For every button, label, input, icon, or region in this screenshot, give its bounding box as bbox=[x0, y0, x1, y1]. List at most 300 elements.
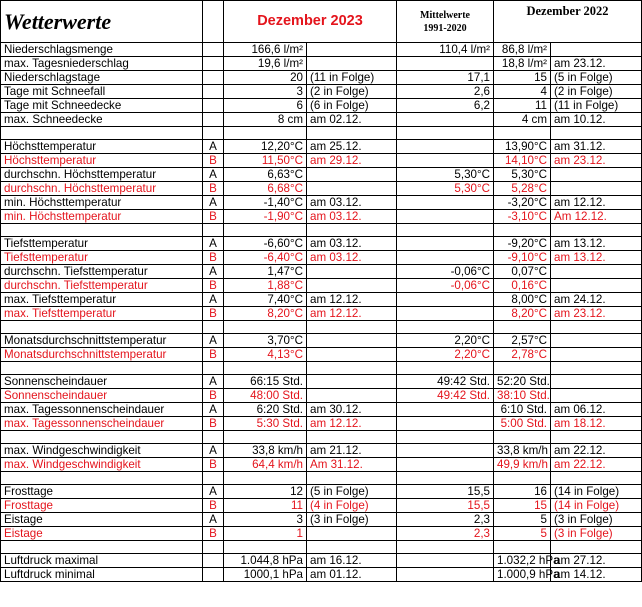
value-2022: 5:00 Std. bbox=[494, 417, 551, 431]
spacer-cell bbox=[307, 541, 397, 554]
date-2023 bbox=[307, 527, 397, 541]
date-2023: (2 in Folge) bbox=[307, 85, 397, 99]
date-2022: (5 in Folge) bbox=[551, 71, 642, 85]
spacer-cell bbox=[494, 431, 551, 444]
value-2022: 0,07°C bbox=[494, 265, 551, 279]
spacer-cell bbox=[397, 472, 494, 485]
value-2022: 8,00°C bbox=[494, 293, 551, 307]
value-2023: 1 bbox=[224, 527, 307, 541]
spacer-cell bbox=[203, 472, 224, 485]
spacer-cell bbox=[224, 224, 307, 237]
spacer-cell bbox=[397, 224, 494, 237]
station-variant: A bbox=[203, 196, 224, 210]
station-variant: B bbox=[203, 307, 224, 321]
spacer-cell bbox=[224, 127, 307, 140]
value-2023: 66:15 Std. bbox=[224, 375, 307, 389]
value-2023: 11 bbox=[224, 499, 307, 513]
station-variant: A bbox=[203, 485, 224, 499]
row-label: max. Windgeschwindigkeit bbox=[1, 444, 203, 458]
value-2022: 15 bbox=[494, 71, 551, 85]
table-row bbox=[1, 375, 642, 389]
spacer-cell bbox=[224, 431, 307, 444]
date-2022: (3 in Folge) bbox=[551, 527, 642, 541]
station-variant bbox=[203, 113, 224, 127]
row-label: Niederschlagsmenge bbox=[1, 43, 203, 57]
row-label: min. Höchsttemperatur bbox=[1, 210, 203, 224]
row-label: Luftdruck minimal bbox=[1, 568, 203, 582]
table-row bbox=[1, 251, 642, 265]
value-2022: 5 bbox=[494, 513, 551, 527]
value-2022: 4 cm bbox=[494, 113, 551, 127]
spacer-cell bbox=[307, 321, 397, 334]
date-2022: (14 in Folge) bbox=[551, 499, 642, 513]
value-average: 2,3 bbox=[397, 513, 494, 527]
spacer-cell bbox=[551, 321, 642, 334]
row-label: max. Tagessonnenscheindauer bbox=[1, 417, 203, 431]
date-2023: am 03.12. bbox=[307, 237, 397, 251]
date-2023 bbox=[307, 375, 397, 389]
spacer-cell bbox=[397, 431, 494, 444]
spacer-cell bbox=[203, 224, 224, 237]
row-label: Sonnenscheindauer bbox=[1, 389, 203, 403]
value-2022: 49,9 km/h bbox=[494, 458, 551, 472]
station-variant bbox=[203, 568, 224, 582]
date-2023 bbox=[307, 168, 397, 182]
table-row bbox=[1, 140, 642, 154]
value-2023: -1,40°C bbox=[224, 196, 307, 210]
spacer-row bbox=[1, 472, 642, 485]
station-variant: A bbox=[203, 444, 224, 458]
value-2022: 6:10 Std. bbox=[494, 403, 551, 417]
spacer-row bbox=[1, 362, 642, 375]
value-2022: 2,57°C bbox=[494, 334, 551, 348]
value-2022: -9,10°C bbox=[494, 251, 551, 265]
row-label: Höchsttemperatur bbox=[1, 140, 203, 154]
row-label: max. Tagesniederschlag bbox=[1, 57, 203, 71]
value-average bbox=[397, 237, 494, 251]
date-2022: am 13.12. bbox=[551, 237, 642, 251]
value-2023: 6 bbox=[224, 99, 307, 113]
date-2023: am 03.12. bbox=[307, 196, 397, 210]
spacer-cell bbox=[1, 321, 203, 334]
date-2022: am 22.12. bbox=[551, 458, 642, 472]
table-row bbox=[1, 527, 642, 541]
spacer-cell bbox=[397, 321, 494, 334]
spacer-cell bbox=[307, 431, 397, 444]
value-average bbox=[397, 444, 494, 458]
table-row bbox=[1, 348, 642, 362]
date-2023: am 12.12. bbox=[307, 417, 397, 431]
value-average: 15,5 bbox=[397, 499, 494, 513]
spacer-cell bbox=[1, 362, 203, 375]
spacer-row bbox=[1, 224, 642, 237]
table-row bbox=[1, 154, 642, 168]
table-row bbox=[1, 85, 642, 99]
value-2022: 1.000,9 hPa bbox=[494, 568, 551, 582]
table-row bbox=[1, 307, 642, 321]
station-variant: B bbox=[203, 499, 224, 513]
value-2022: 5,30°C bbox=[494, 168, 551, 182]
spacer-cell bbox=[224, 362, 307, 375]
value-average: 2,3 bbox=[397, 527, 494, 541]
spacer-cell bbox=[494, 224, 551, 237]
value-2023: 8,20°C bbox=[224, 307, 307, 321]
value-2023: 11,50°C bbox=[224, 154, 307, 168]
row-label: max. Tiefsttemperatur bbox=[1, 307, 203, 321]
table-row bbox=[1, 444, 642, 458]
date-2022 bbox=[551, 168, 642, 182]
value-2023: 4,13°C bbox=[224, 348, 307, 362]
date-2023: am 12.12. bbox=[307, 293, 397, 307]
row-label: Tiefsttemperatur bbox=[1, 251, 203, 265]
value-2023: 20 bbox=[224, 71, 307, 85]
row-label: Frosttage bbox=[1, 499, 203, 513]
station-variant: A bbox=[203, 403, 224, 417]
spacer-cell bbox=[397, 541, 494, 554]
spacer-row bbox=[1, 321, 642, 334]
value-2022: 14,10°C bbox=[494, 154, 551, 168]
value-average: 6,2 bbox=[397, 99, 494, 113]
spacer-cell bbox=[203, 127, 224, 140]
value-average bbox=[397, 568, 494, 582]
row-label: Monatsdurchschnittstemperatur bbox=[1, 334, 203, 348]
value-average bbox=[397, 196, 494, 210]
table-row bbox=[1, 403, 642, 417]
value-2022: 5 bbox=[494, 527, 551, 541]
station-variant: B bbox=[203, 458, 224, 472]
value-2022: 8,20°C bbox=[494, 307, 551, 321]
station-variant: A bbox=[203, 140, 224, 154]
table-row bbox=[1, 554, 642, 568]
header-average-line2: 1991-2020 bbox=[423, 22, 467, 34]
date-2022 bbox=[551, 389, 642, 403]
date-2023: am 25.12. bbox=[307, 140, 397, 154]
station-variant: A bbox=[203, 375, 224, 389]
row-label: max. Tiefsttemperatur bbox=[1, 293, 203, 307]
date-2023: (6 in Folge) bbox=[307, 99, 397, 113]
value-average: 110,4 l/m² bbox=[397, 43, 494, 57]
table-row bbox=[1, 485, 642, 499]
table-row bbox=[1, 568, 642, 582]
date-2022: (11 in Folge) bbox=[551, 99, 642, 113]
date-2023: am 03.12. bbox=[307, 251, 397, 265]
value-average bbox=[397, 293, 494, 307]
value-average bbox=[397, 251, 494, 265]
date-2022: am 23.12. bbox=[551, 154, 642, 168]
station-variant bbox=[203, 43, 224, 57]
spacer-cell bbox=[551, 127, 642, 140]
spacer-cell bbox=[307, 224, 397, 237]
value-2023: 64,4 km/h bbox=[224, 458, 307, 472]
value-average bbox=[397, 403, 494, 417]
date-2023: am 01.12. bbox=[307, 568, 397, 582]
date-2023 bbox=[307, 265, 397, 279]
station-variant: B bbox=[203, 279, 224, 293]
date-2023: (5 in Folge) bbox=[307, 485, 397, 499]
station-variant: B bbox=[203, 210, 224, 224]
spacer-cell bbox=[307, 472, 397, 485]
table-row bbox=[1, 458, 642, 472]
table-row bbox=[1, 43, 642, 57]
station-variant: A bbox=[203, 168, 224, 182]
value-2022: 33,8 km/h bbox=[494, 444, 551, 458]
date-2022: (3 in Folge) bbox=[551, 513, 642, 527]
value-average: 2,20°C bbox=[397, 348, 494, 362]
spacer-cell bbox=[224, 541, 307, 554]
value-2023: 6,63°C bbox=[224, 168, 307, 182]
value-average bbox=[397, 140, 494, 154]
row-label: Luftdruck maximal bbox=[1, 554, 203, 568]
value-2022: 1.032,2 hPa bbox=[494, 554, 551, 568]
spacer-cell bbox=[397, 127, 494, 140]
value-2022: 38:10 Std. bbox=[494, 389, 551, 403]
date-2023 bbox=[307, 43, 397, 57]
date-2022 bbox=[551, 334, 642, 348]
table-row bbox=[1, 334, 642, 348]
table-row bbox=[1, 279, 642, 293]
value-average: -0,06°C bbox=[397, 279, 494, 293]
spacer-cell bbox=[1, 472, 203, 485]
spacer-cell bbox=[494, 541, 551, 554]
date-2023 bbox=[307, 389, 397, 403]
header-variant-cell bbox=[203, 1, 224, 43]
table-row bbox=[1, 265, 642, 279]
value-2022: 0,16°C bbox=[494, 279, 551, 293]
station-variant: B bbox=[203, 417, 224, 431]
row-label: Tage mit Schneedecke bbox=[1, 99, 203, 113]
spacer-cell bbox=[203, 362, 224, 375]
row-label: min. Höchsttemperatur bbox=[1, 196, 203, 210]
station-variant: B bbox=[203, 348, 224, 362]
value-2023: 7,40°C bbox=[224, 293, 307, 307]
station-variant: B bbox=[203, 389, 224, 403]
date-2022: am 10.12. bbox=[551, 113, 642, 127]
spacer-row bbox=[1, 127, 642, 140]
spacer-cell bbox=[1, 127, 203, 140]
date-2022 bbox=[551, 265, 642, 279]
value-2022: 52:20 Std. bbox=[494, 375, 551, 389]
row-label: durchschn. Höchsttemperatur bbox=[1, 182, 203, 196]
date-2023: am 29.12. bbox=[307, 154, 397, 168]
spacer-cell bbox=[307, 362, 397, 375]
spacer-cell bbox=[551, 224, 642, 237]
date-2022 bbox=[551, 279, 642, 293]
value-2023: 1,88°C bbox=[224, 279, 307, 293]
spacer-cell bbox=[494, 127, 551, 140]
value-average bbox=[397, 554, 494, 568]
table-row bbox=[1, 182, 642, 196]
value-2022: -9,20°C bbox=[494, 237, 551, 251]
value-average: 2,6 bbox=[397, 85, 494, 99]
date-2022: Am 12.12. bbox=[551, 210, 642, 224]
value-average bbox=[397, 113, 494, 127]
value-2023: 8 cm bbox=[224, 113, 307, 127]
date-2023 bbox=[307, 334, 397, 348]
table-row bbox=[1, 57, 642, 71]
spacer-cell bbox=[494, 472, 551, 485]
header-row bbox=[1, 1, 642, 43]
value-2023: 1.044,8 hPa bbox=[224, 554, 307, 568]
station-variant: B bbox=[203, 154, 224, 168]
value-2023: -6,40°C bbox=[224, 251, 307, 265]
value-2023: 5:30 Std. bbox=[224, 417, 307, 431]
date-2023: am 16.12. bbox=[307, 554, 397, 568]
header-previous-month: Dezember 2022 bbox=[494, 1, 642, 43]
table-row bbox=[1, 499, 642, 513]
row-label: Höchsttemperatur bbox=[1, 154, 203, 168]
station-variant bbox=[203, 85, 224, 99]
table-row bbox=[1, 513, 642, 527]
date-2023 bbox=[307, 348, 397, 362]
value-average: 49:42 Std. bbox=[397, 375, 494, 389]
value-2022: 2,78°C bbox=[494, 348, 551, 362]
table-row bbox=[1, 168, 642, 182]
value-2022: 4 bbox=[494, 85, 551, 99]
page-title: Wetterwerte bbox=[1, 1, 203, 43]
value-2023: 3 bbox=[224, 85, 307, 99]
value-2023: -6,60°C bbox=[224, 237, 307, 251]
date-2022: (14 in Folge) bbox=[551, 485, 642, 499]
value-average: 49:42 Std. bbox=[397, 389, 494, 403]
row-label: Tage mit Schneefall bbox=[1, 85, 203, 99]
date-2023: Am 31.12. bbox=[307, 458, 397, 472]
station-variant bbox=[203, 57, 224, 71]
date-2022 bbox=[551, 182, 642, 196]
value-2023: 166,6 l/m² bbox=[224, 43, 307, 57]
station-variant bbox=[203, 71, 224, 85]
date-2023: am 12.12. bbox=[307, 307, 397, 321]
value-average bbox=[397, 458, 494, 472]
value-2023: 12,20°C bbox=[224, 140, 307, 154]
row-label: max. Schneedecke bbox=[1, 113, 203, 127]
value-2022: 11 bbox=[494, 99, 551, 113]
value-2022: 86,8 l/m² bbox=[494, 43, 551, 57]
date-2022: am 14.12. bbox=[551, 568, 642, 582]
table-row bbox=[1, 237, 642, 251]
date-2022: am 22.12. bbox=[551, 444, 642, 458]
value-average: 15,5 bbox=[397, 485, 494, 499]
value-2022: -3,10°C bbox=[494, 210, 551, 224]
table-row bbox=[1, 99, 642, 113]
value-2022: -3,20°C bbox=[494, 196, 551, 210]
date-2022: am 18.12. bbox=[551, 417, 642, 431]
value-2023: 6:20 Std. bbox=[224, 403, 307, 417]
spacer-row bbox=[1, 431, 642, 444]
spacer-cell bbox=[203, 541, 224, 554]
value-2022: 5,28°C bbox=[494, 182, 551, 196]
station-variant: A bbox=[203, 334, 224, 348]
value-2023: 19,6 l/m² bbox=[224, 57, 307, 71]
date-2022: am 12.12. bbox=[551, 196, 642, 210]
value-average: 2,20°C bbox=[397, 334, 494, 348]
value-2023: -1,90°C bbox=[224, 210, 307, 224]
table-row bbox=[1, 113, 642, 127]
spacer-row bbox=[1, 541, 642, 554]
station-variant: B bbox=[203, 251, 224, 265]
spacer-cell bbox=[203, 321, 224, 334]
value-average: -0,06°C bbox=[397, 265, 494, 279]
value-2023: 33,8 km/h bbox=[224, 444, 307, 458]
date-2022 bbox=[551, 348, 642, 362]
header-average-line1: Mittelwerte bbox=[420, 9, 470, 21]
row-label: durchschn. Tiefsttemperatur bbox=[1, 265, 203, 279]
header-current-month: Dezember 2023 bbox=[224, 1, 397, 43]
spacer-cell bbox=[224, 472, 307, 485]
value-2023: 3,70°C bbox=[224, 334, 307, 348]
value-average bbox=[397, 210, 494, 224]
date-2023: am 03.12. bbox=[307, 210, 397, 224]
value-2023: 48:00 Std. bbox=[224, 389, 307, 403]
value-2023: 1,47°C bbox=[224, 265, 307, 279]
date-2022: am 27.12. bbox=[551, 554, 642, 568]
row-label: Eistage bbox=[1, 527, 203, 541]
row-label: Monatsdurchschnittstemperatur bbox=[1, 348, 203, 362]
spacer-cell bbox=[551, 541, 642, 554]
date-2022 bbox=[551, 375, 642, 389]
date-2022: am 31.12. bbox=[551, 140, 642, 154]
value-2023: 6,68°C bbox=[224, 182, 307, 196]
row-label: Frosttage bbox=[1, 485, 203, 499]
value-average bbox=[397, 57, 494, 71]
spacer-cell bbox=[307, 127, 397, 140]
date-2023: am 21.12. bbox=[307, 444, 397, 458]
value-2023: 3 bbox=[224, 513, 307, 527]
row-label: Sonnenscheindauer bbox=[1, 375, 203, 389]
row-label: Niederschlagstage bbox=[1, 71, 203, 85]
value-average bbox=[397, 307, 494, 321]
value-2022: 15 bbox=[494, 499, 551, 513]
value-average: 5,30°C bbox=[397, 182, 494, 196]
value-average bbox=[397, 417, 494, 431]
row-label: durchschn. Tiefsttemperatur bbox=[1, 279, 203, 293]
date-2023: (3 in Folge) bbox=[307, 513, 397, 527]
date-2022: am 23.12. bbox=[551, 57, 642, 71]
table-row bbox=[1, 293, 642, 307]
spacer-cell bbox=[1, 541, 203, 554]
spacer-cell bbox=[1, 431, 203, 444]
value-average: 5,30°C bbox=[397, 168, 494, 182]
value-2023: 12 bbox=[224, 485, 307, 499]
spacer-cell bbox=[1, 224, 203, 237]
date-2022: am 24.12. bbox=[551, 293, 642, 307]
station-variant: B bbox=[203, 182, 224, 196]
date-2022: am 06.12. bbox=[551, 403, 642, 417]
station-variant: B bbox=[203, 527, 224, 541]
row-label: Tiefsttemperatur bbox=[1, 237, 203, 251]
date-2023 bbox=[307, 57, 397, 71]
value-average: 17,1 bbox=[397, 71, 494, 85]
date-2023: am 02.12. bbox=[307, 113, 397, 127]
value-average bbox=[397, 154, 494, 168]
spacer-cell bbox=[551, 362, 642, 375]
table-row bbox=[1, 196, 642, 210]
table-row bbox=[1, 389, 642, 403]
date-2023: am 30.12. bbox=[307, 403, 397, 417]
spacer-cell bbox=[551, 472, 642, 485]
date-2023: (4 in Folge) bbox=[307, 499, 397, 513]
value-2022: 18,8 l/m² bbox=[494, 57, 551, 71]
spacer-cell bbox=[551, 431, 642, 444]
row-label: max. Tagessonnenscheindauer bbox=[1, 403, 203, 417]
station-variant: A bbox=[203, 293, 224, 307]
station-variant: A bbox=[203, 237, 224, 251]
date-2022: (2 in Folge) bbox=[551, 85, 642, 99]
row-label: max. Windgeschwindigkeit bbox=[1, 458, 203, 472]
value-2023: 1000,1 hPa bbox=[224, 568, 307, 582]
date-2023 bbox=[307, 279, 397, 293]
table-row bbox=[1, 71, 642, 85]
spacer-cell bbox=[494, 362, 551, 375]
